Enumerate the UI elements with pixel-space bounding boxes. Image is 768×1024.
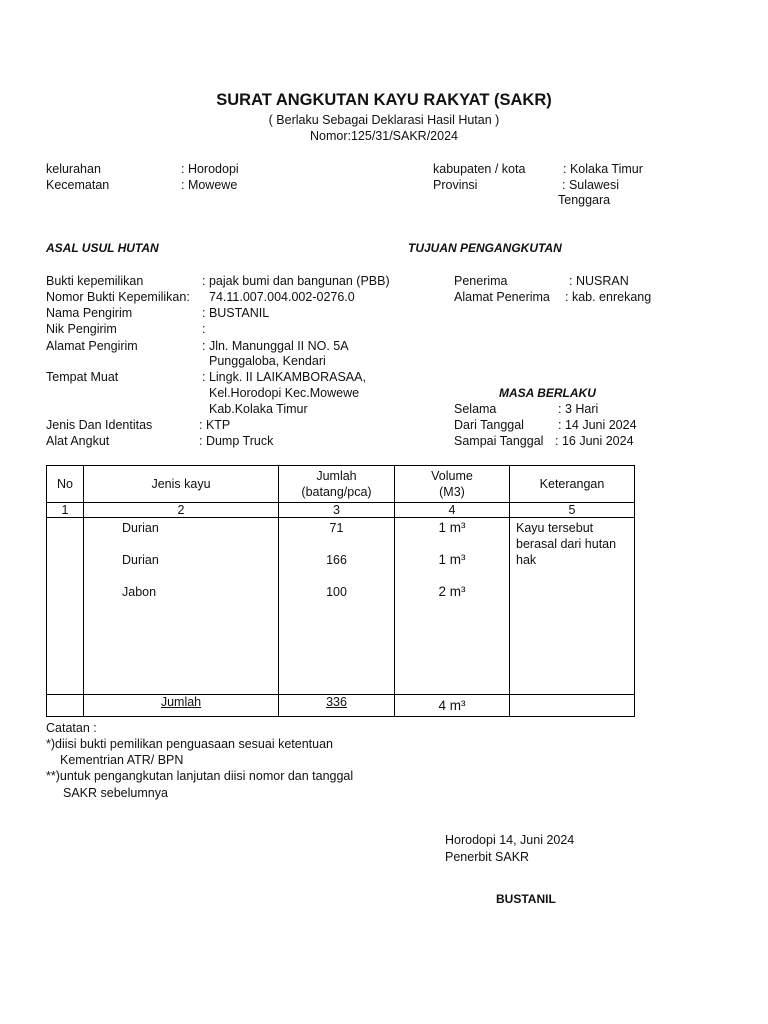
provinsi-value-cont: Tenggara	[558, 193, 611, 207]
bukti-label: Bukti kepemilikan	[46, 274, 144, 288]
alamat-penerima-value: : kab. enrekang	[565, 290, 652, 304]
kelurahan-label: kelurahan	[46, 162, 101, 176]
signature-place-date: Horodopi 14, Juni 2024	[445, 833, 575, 847]
col-number-3: 3	[279, 503, 395, 518]
masa-berlaku-heading: MASA BERLAKU	[499, 386, 596, 400]
col-number-5: 5	[510, 503, 635, 518]
total-no-cell	[47, 695, 84, 717]
volume-2: 1 m³	[438, 552, 466, 567]
total-jumlah-cell	[279, 695, 395, 717]
document-subtitle: ( Berlaku Sebagai Deklarasi Hasil Hutan )	[268, 113, 500, 127]
tempat-muat-value: : Lingk. II LAIKAMBORASAA,	[202, 370, 366, 384]
jenis-identitas-label: Jenis Dan Identitas	[46, 418, 153, 432]
catatan-heading: Catatan :	[46, 721, 97, 735]
jumlah-2: 166	[326, 553, 347, 567]
total-label-cell	[84, 695, 279, 717]
body-jenis-cell	[84, 518, 279, 695]
total-label: Jumlah	[160, 695, 202, 709]
penerima-label: Penerima	[454, 274, 508, 288]
header-no: No	[47, 466, 84, 503]
alamat-pengirim-label: Alamat Pengirim	[46, 339, 138, 353]
catatan-line-3: **)untuk pengangkutan lanjutan diisi nomor dan tanggal	[46, 769, 354, 783]
keterangan-line-1: Kayu tersebut	[516, 521, 594, 535]
header-volume	[395, 466, 510, 503]
nomor-bukti-value: 74.11.007.004.002-0276.0	[209, 290, 355, 304]
table-body-row	[47, 518, 635, 695]
body-volume-cell	[395, 518, 510, 695]
signature-issuer: Penerbit SAKR	[445, 850, 530, 864]
nomor-bukti-label: Nomor Bukti Kepemilikan:	[46, 290, 190, 304]
provinsi-label: Provinsi	[433, 178, 478, 192]
jenis-kayu-3: Jabon	[122, 585, 157, 599]
column-number-row	[47, 503, 635, 518]
alat-angkut-label: Alat Angkut	[46, 434, 110, 448]
dari-tanggal-value: : 14 Juni 2024	[558, 418, 637, 432]
alamat-pengirim-value-cont: Punggaloba, Kendari	[209, 354, 326, 368]
document-number: Nomor:125/31/SAKR/2024	[309, 129, 458, 143]
kabupaten-value: : Kolaka Timur	[563, 162, 643, 176]
selama-label: Selama	[454, 402, 497, 416]
tempat-muat-value-cont2: Kab.Kolaka Timur	[209, 402, 308, 416]
header-volume-line2: (M3)	[439, 485, 465, 499]
keterangan-line-3: hak	[516, 553, 537, 567]
bukti-value: : pajak bumi dan bangunan (PBB)	[202, 274, 390, 288]
tempat-muat-value-cont: Kel.Horodopi Kec.Mowewe	[209, 386, 360, 400]
col-number-1: 1	[47, 503, 84, 518]
body-keterangan-cell	[510, 518, 635, 695]
dari-tanggal-label: Dari Tanggal	[454, 418, 524, 432]
alat-angkut-value: : Dump Truck	[199, 434, 274, 448]
table-total-row	[47, 695, 635, 717]
table-header-row	[47, 466, 635, 503]
jumlah-1: 71	[329, 521, 344, 535]
total-keterangan-cell	[510, 695, 635, 717]
kabupaten-label: kabupaten / kota	[433, 162, 526, 176]
sampai-tanggal-label: Sampai Tanggal	[454, 434, 544, 448]
keterangan-line-2: berasal dari hutan	[516, 537, 617, 551]
selama-value: : 3 Hari	[558, 402, 599, 416]
nik-label: Nik Pengirim	[46, 322, 117, 336]
header-jumlah-line1: Jumlah	[316, 469, 357, 483]
header-jenis-kayu: Jenis kayu	[84, 466, 279, 503]
alamat-pengirim-value: : Jln. Manunggal II NO. 5A	[202, 339, 349, 353]
header-jumlah-line2: (batang/pca)	[301, 485, 372, 499]
provinsi-value: : Sulawesi	[562, 178, 619, 192]
kelurahan-value: : Horodopi	[181, 162, 239, 176]
kecamatan-label: Kecematan	[46, 178, 110, 192]
nik-value: :	[202, 322, 206, 336]
nama-pengirim-value: : BUSTANIL	[202, 306, 270, 320]
asal-usul-heading: ASAL USUL HUTAN	[46, 241, 159, 255]
catatan-line-2: Kementrian ATR/ BPN	[60, 753, 184, 767]
header-jumlah	[279, 466, 395, 503]
catatan-line-1: *)diisi bukti pemilikan penguasaan sesuai ketentuan	[46, 737, 333, 751]
header-volume-line1: Volume	[431, 469, 473, 483]
sampai-tanggal-value: : 16 Juni 2024	[555, 434, 634, 448]
header-keterangan: Keterangan	[510, 466, 635, 503]
jenis-kayu-2: Durian	[122, 553, 159, 567]
tujuan-heading: TUJUAN PENGANGKUTAN	[408, 241, 562, 255]
kecamatan-value: : Mowewe	[181, 178, 238, 192]
volume-3: 2 m³	[438, 584, 466, 599]
tempat-muat-label: Tempat Muat	[46, 370, 119, 384]
signature-name: BUSTANIL	[496, 892, 556, 906]
wood-table	[46, 465, 635, 717]
penerima-value: : NUSRAN	[569, 274, 629, 288]
body-jumlah-cell	[279, 518, 395, 695]
alamat-penerima-label: Alamat Penerima	[454, 290, 550, 304]
jenis-identitas-value: : KTP	[199, 418, 231, 432]
col-number-4: 4	[395, 503, 510, 518]
jumlah-3: 100	[326, 585, 347, 599]
document-title: SURAT ANGKUTAN KAYU RAKYAT (SAKR)	[216, 91, 552, 109]
catatan-line-4: SAKR sebelumnya	[63, 786, 168, 800]
volume-1: 1 m³	[438, 520, 466, 535]
col-number-2: 2	[84, 503, 279, 518]
total-jumlah: 336	[326, 695, 347, 709]
jenis-kayu-1: Durian	[122, 521, 159, 535]
total-volume: 4 m³	[395, 695, 510, 717]
body-no-cell	[47, 518, 84, 695]
nama-pengirim-label: Nama Pengirim	[46, 306, 133, 320]
